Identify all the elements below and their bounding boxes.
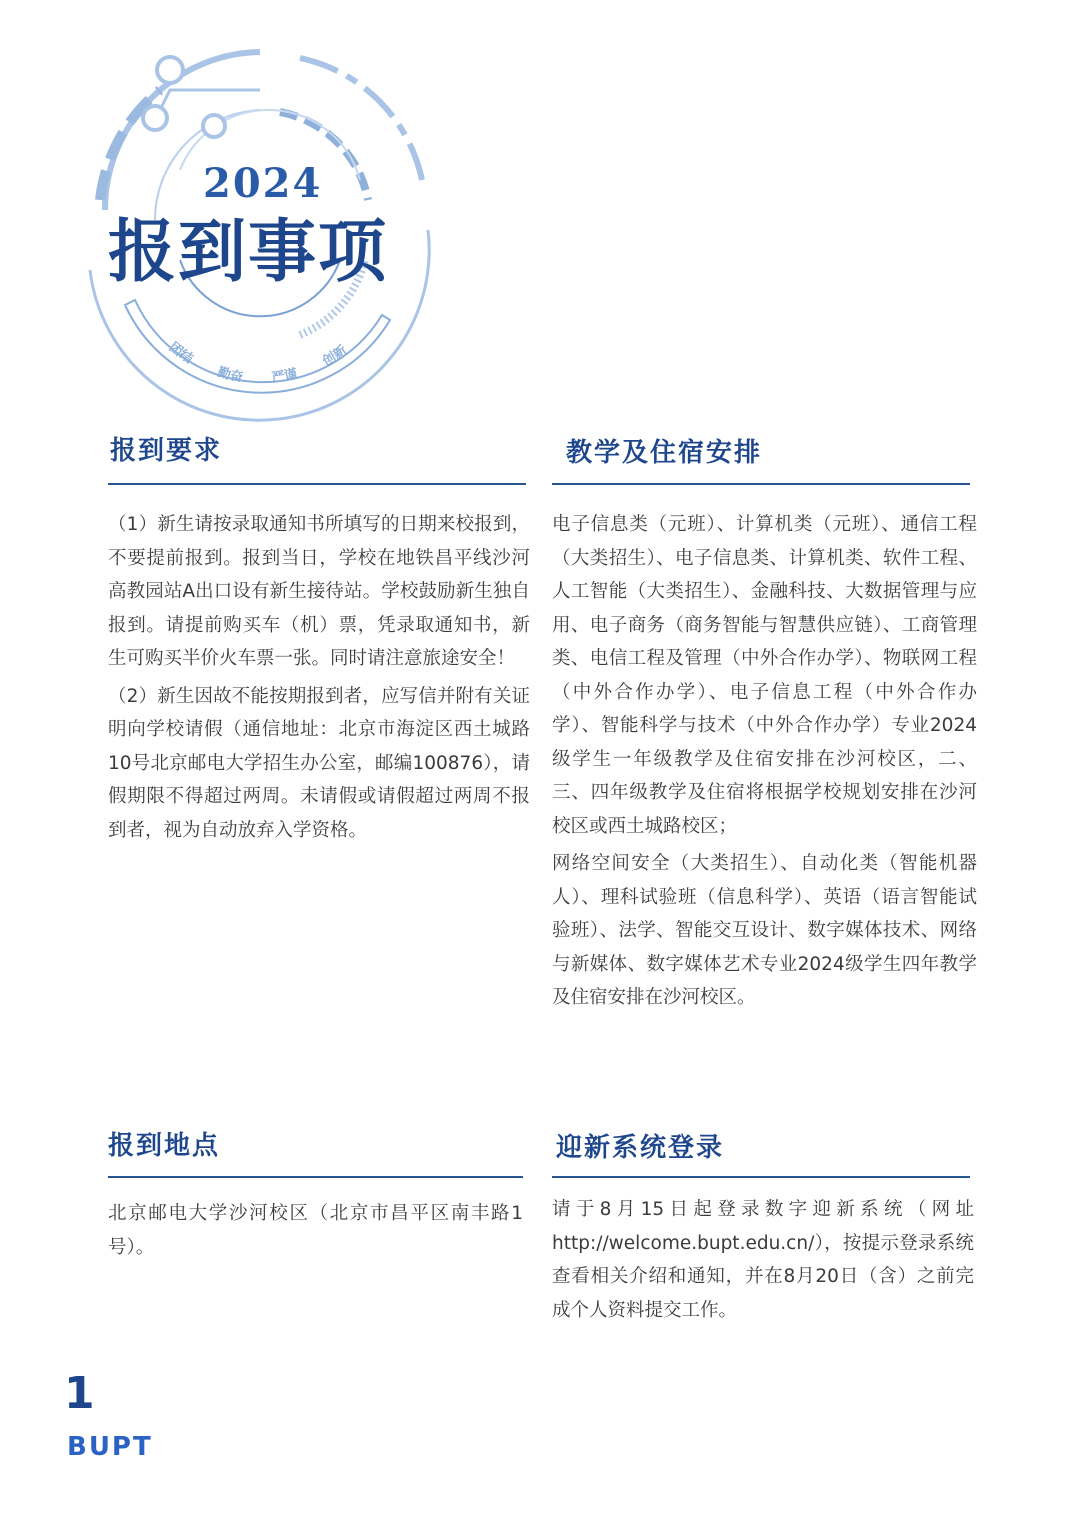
section-divider	[108, 1176, 523, 1178]
section-body-teaching	[552, 508, 977, 1019]
brand-logo-text: BUPT	[67, 1432, 153, 1462]
section-divider	[552, 1176, 970, 1178]
teaching-paragraph-2: 网络空间安全（大类招生）、自动化类（智能机器人）、理科试验班（信息科学）、英语（语言智能试验班）、法学、智能交互设计、数字媒体技术、网络与新媒体、数字媒体艺术专业2024级学生四年教学及住宿安排在沙河校区。	[552, 853, 977, 1008]
header-year: 2024	[203, 160, 323, 207]
teaching-paragraph-1: 电子信息类（元班）、计算机类（元班）、通信工程（大类招生）、电子信息类、计算机类、软件工程、人工智能（大类招生）、金融科技、大数据管理与应用、电子商务（商务智能与智慧供应链）、工商管理类、电信工程及管理（中外合作办学）、物联网工程（中外合作办学）、电子信息工程（中外合作办学）、智能科学与技术（中外合作办学）专业2024级学生一年级教学及住宿安排在沙河校区，二、三、四年级教学及住宿将根据学校规划安排在沙河校区或西土城路校区；	[552, 514, 977, 837]
section-heading-teaching: 教学及住宿安排	[566, 438, 763, 468]
requirements-paragraph-2: （2）新生因故不能按期报到者，应写信并附有关证明向学校请假（通信地址：北京市海淀区西土城路10号北京邮电大学招生办公室，邮编100876），请假期限不得超过两周。未请假或请假超过两周不报到者，视为自动放弃入学资格。	[108, 685, 530, 841]
emblem-node	[143, 106, 167, 130]
requirements-paragraph-1: （1）新生请按录取通知书所填写的日期来校报到，不要提前报到。报到当日，学校在地铁昌平线沙河高教园站A出口设有新生接待站。学校鼓励新生独自报到。请提前购买车（机）票，凭录取通知书，新生可购买半价火车票一张。同时请注意旅途安全！	[108, 514, 530, 669]
section-divider	[552, 483, 970, 485]
emblem-motto: 团结勤奋 严谨创新	[165, 339, 350, 386]
section-body-system	[552, 1193, 974, 1331]
section-heading-location: 报到地点	[108, 1131, 221, 1161]
page-title: 报到事项	[108, 213, 389, 292]
section-divider	[108, 483, 526, 485]
page-number: 1	[64, 1368, 95, 1419]
section-body-location	[108, 1197, 523, 1268]
section-heading-requirements: 报到要求	[110, 436, 223, 466]
emblem-node	[203, 115, 225, 137]
section-body-requirements	[108, 508, 530, 851]
section-heading-system: 迎新系统登录	[556, 1133, 725, 1163]
emblem-node	[157, 57, 183, 83]
system-paragraph: 请于8月15日起登录数字迎新系统（网址http://welcome.bupt.edu.cn/），按提示登录系统查看相关介绍和通知，并在8月20日（含）之前完成个人资料提交工作。	[552, 1199, 974, 1321]
location-paragraph: 北京邮电大学沙河校区（北京市昌平区南丰路1号）。	[108, 1203, 523, 1258]
